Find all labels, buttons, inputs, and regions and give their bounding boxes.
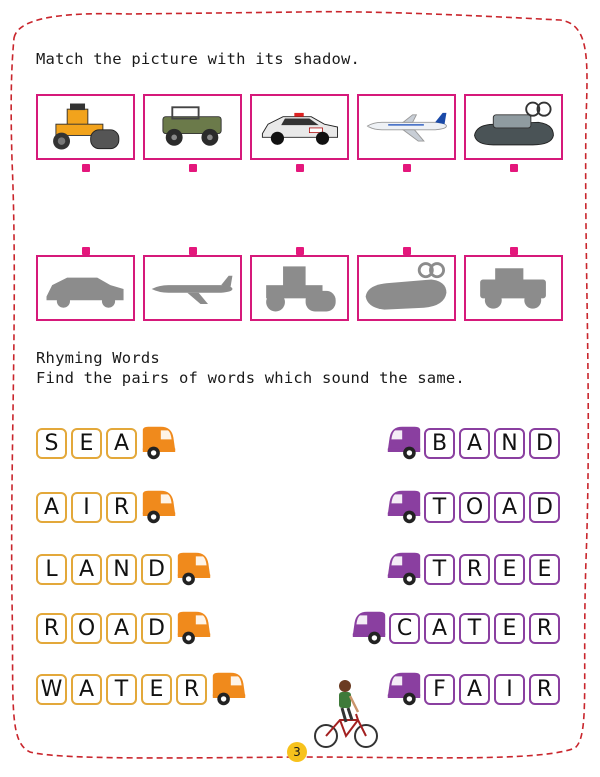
road-roller-image — [38, 96, 133, 158]
jeep-shadow-image — [466, 257, 561, 319]
letter-tile: A — [459, 428, 490, 459]
shadow-card-car[interactable] — [36, 255, 135, 321]
left-word-sea[interactable] — [36, 423, 177, 463]
match-dot-top-3[interactable] — [296, 164, 304, 172]
shadow-card-hovercraft[interactable] — [357, 255, 456, 321]
letter-tile: T — [424, 554, 455, 585]
match-dot-bottom-1[interactable] — [82, 247, 90, 255]
truck-icon — [211, 669, 247, 709]
shadow-card-jeep[interactable] — [464, 255, 563, 321]
match-dot-top-2[interactable] — [189, 164, 197, 172]
letter-tile: R — [176, 674, 207, 705]
letter-tile: A — [71, 674, 102, 705]
letter-tile: I — [71, 492, 102, 523]
right-word-toad[interactable] — [386, 487, 564, 527]
car-shadow-image — [38, 257, 133, 319]
letter-tile: D — [141, 554, 172, 585]
picture-card-police-car[interactable] — [250, 94, 349, 160]
letter-tile: T — [424, 492, 455, 523]
letter-tile: I — [494, 674, 525, 705]
letter-tile: E — [141, 674, 172, 705]
letter-tile: A — [494, 492, 525, 523]
police-car-image — [252, 96, 347, 158]
letter-tile: O — [71, 613, 102, 644]
letter-tile: T — [459, 613, 490, 644]
activity-title-rhyming: Rhyming Words — [36, 349, 160, 367]
match-dot-bottom-3[interactable] — [296, 247, 304, 255]
truck-icon — [386, 423, 422, 463]
hovercraft-shadow-image — [359, 257, 454, 319]
shadow-card-road-roller[interactable] — [250, 255, 349, 321]
letter-tile: C — [389, 613, 420, 644]
left-word-road[interactable] — [36, 608, 212, 648]
truck-icon — [141, 487, 177, 527]
letter-tile: A — [459, 674, 490, 705]
picture-card-airplane[interactable] — [357, 94, 456, 160]
letter-tile: D — [529, 428, 560, 459]
truck-icon — [351, 608, 387, 648]
airplane-image — [359, 96, 454, 158]
letter-tile: E — [71, 428, 102, 459]
letter-tile: A — [36, 492, 67, 523]
letter-tile: D — [141, 613, 172, 644]
letter-tile: F — [424, 674, 455, 705]
right-word-tree[interactable] — [386, 549, 564, 589]
shadow-card-airplane[interactable] — [143, 255, 242, 321]
right-word-fair[interactable] — [386, 669, 564, 709]
letter-tile: W — [36, 674, 67, 705]
letter-tile: A — [424, 613, 455, 644]
letter-tile: N — [106, 554, 137, 585]
truck-icon — [141, 423, 177, 463]
letter-tile: T — [106, 674, 137, 705]
left-word-water[interactable] — [36, 669, 247, 709]
letter-tile: E — [494, 613, 525, 644]
airplane-shadow-image — [145, 257, 240, 319]
match-dot-bottom-4[interactable] — [403, 247, 411, 255]
match-dot-top-5[interactable] — [510, 164, 518, 172]
picture-card-hovercraft[interactable] — [464, 94, 563, 160]
boy-on-bicycle-illustration — [312, 676, 380, 750]
truck-icon — [386, 487, 422, 527]
right-word-band[interactable] — [386, 423, 564, 463]
truck-icon — [386, 669, 422, 709]
activity-instruction-rhyming: Find the pairs of words which sound the same. — [36, 369, 465, 387]
letter-tile: A — [106, 613, 137, 644]
picture-card-jeep[interactable] — [143, 94, 242, 160]
match-dot-top-4[interactable] — [403, 164, 411, 172]
letter-tile: N — [494, 428, 525, 459]
letter-tile: R — [529, 674, 560, 705]
letter-tile: O — [459, 492, 490, 523]
letter-tile: L — [36, 554, 67, 585]
letter-tile: A — [71, 554, 102, 585]
picture-card-road-roller[interactable] — [36, 94, 135, 160]
letter-tile: B — [424, 428, 455, 459]
letter-tile: E — [529, 554, 560, 585]
match-dot-top-1[interactable] — [82, 164, 90, 172]
road-roller-shadow-image — [252, 257, 347, 319]
truck-icon — [176, 549, 212, 589]
truck-icon — [176, 608, 212, 648]
letter-tile: R — [459, 554, 490, 585]
match-dot-bottom-2[interactable] — [189, 247, 197, 255]
truck-icon — [386, 549, 422, 589]
page-number: 3 — [287, 742, 307, 762]
match-dot-bottom-5[interactable] — [510, 247, 518, 255]
letter-tile: S — [36, 428, 67, 459]
jeep-image — [145, 96, 240, 158]
letter-tile: E — [494, 554, 525, 585]
letter-tile: A — [106, 428, 137, 459]
right-word-cater[interactable] — [351, 608, 564, 648]
activity-title-match: Match the picture with its shadow. — [36, 50, 361, 68]
hovercraft-image — [466, 96, 561, 158]
letter-tile: R — [106, 492, 137, 523]
letter-tile: R — [36, 613, 67, 644]
letter-tile: D — [529, 492, 560, 523]
left-word-land[interactable] — [36, 549, 212, 589]
left-word-air[interactable] — [36, 487, 177, 527]
letter-tile: R — [529, 613, 560, 644]
